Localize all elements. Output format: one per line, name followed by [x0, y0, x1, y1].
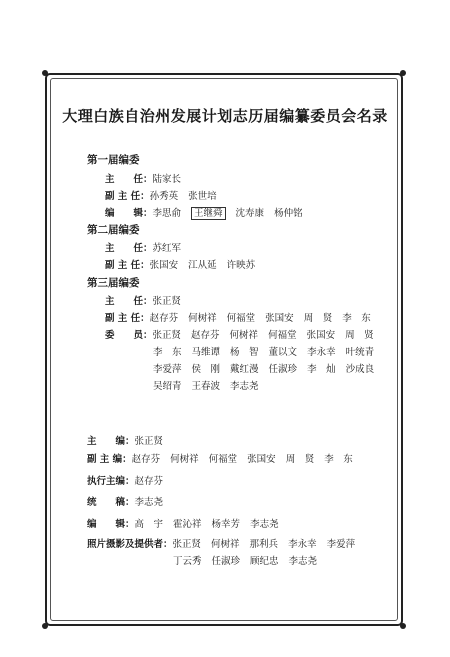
person-name: 丁云秀 [173, 556, 202, 567]
person-name: 李爱萍 [326, 539, 356, 550]
person-name: 张国安 [247, 454, 276, 465]
person-name: 李志尧 [288, 556, 318, 567]
person-name: 李志尧 [230, 381, 259, 392]
label: 统 稿： [87, 497, 135, 508]
session1-deputy-row [105, 188, 227, 202]
label: 副 主 任： [105, 260, 150, 271]
person-name: 赵存芬 [149, 313, 179, 324]
person-name: 孙秀英 [149, 191, 179, 202]
person-name: 李志尧 [250, 519, 279, 530]
person-name: 高 宇 [134, 519, 164, 530]
section-header-session3: 第三届编委 [87, 277, 140, 289]
label: 编 辑： [87, 519, 135, 530]
person-name: 周 贤 [345, 330, 374, 341]
person-name: 吴绍青 [153, 381, 182, 392]
label: 主 编： [87, 436, 135, 447]
chief-editor-row [87, 433, 163, 447]
person-name: 苏红军 [152, 243, 182, 254]
deputy-chief-editor-row [87, 451, 363, 465]
person-name: 何树祥 [188, 313, 217, 324]
person-name: 何树祥 [229, 330, 259, 341]
final-draft-row [87, 494, 163, 508]
photo-credits-row [87, 536, 365, 550]
executive-editor-row [87, 473, 163, 487]
session1-director-row [105, 171, 181, 185]
person-name: 那利兵 [249, 539, 279, 550]
person-name: 何福堂 [268, 330, 297, 341]
session2-deputy-row [105, 257, 265, 271]
session3-deputy-row [105, 310, 381, 324]
session3-member-row [105, 327, 384, 341]
person-name: 张国安 [306, 330, 336, 341]
label: 副 主 任： [105, 313, 150, 324]
session2-director-row [105, 240, 181, 254]
person-name: 顾纪忠 [250, 556, 279, 567]
corner-ornament-bottom-right [400, 623, 406, 629]
corner-ornament-top-right [400, 70, 406, 76]
person-name: 任淑珍 [268, 364, 298, 375]
person-name: 李 东 [153, 347, 182, 358]
session3-member-row [153, 361, 384, 375]
person-name: 侯 刚 [191, 364, 221, 375]
person-name: 杨幸芳 [211, 519, 241, 530]
label: 副 主 编： [87, 454, 132, 465]
person-name: 何福堂 [208, 454, 238, 465]
label: 编 辑： [105, 208, 153, 219]
page-title: 大理白族自治州发展计划志历届编纂委员会名录 [62, 107, 388, 125]
person-name: 霍沁祥 [173, 519, 202, 530]
person-name: 沈寿康 [235, 208, 265, 219]
person-name-boxed: 王继舜 [191, 207, 226, 220]
session3-member-row [153, 344, 384, 358]
label: 照片摄影及提供者： [87, 539, 173, 550]
person-name: 张正贤 [134, 436, 164, 447]
section-header-session1: 第一届编委 [87, 154, 140, 166]
person-name: 张正贤 [152, 330, 182, 341]
photo-credits-row [173, 553, 327, 567]
person-name: 李思俞 [152, 208, 182, 219]
person-name: 李永幸 [288, 539, 317, 550]
label: 主 任： [105, 174, 153, 185]
session3-director-row [105, 293, 181, 307]
section-header-session2: 第二届编委 [87, 224, 140, 236]
person-name: 王春波 [191, 381, 221, 392]
corner-ornament-top-left [42, 70, 48, 76]
editors-row [87, 516, 289, 530]
person-name: 赵存芬 [191, 330, 220, 341]
person-name: 李志尧 [134, 497, 164, 508]
person-name: 李 东 [342, 313, 371, 324]
person-name: 杨 智 [230, 347, 259, 358]
person-name: 李爱萍 [153, 364, 182, 375]
person-name: 何树祥 [211, 539, 240, 550]
person-name: 许映苏 [226, 260, 256, 271]
person-name: 叶统青 [345, 347, 375, 358]
person-name: 何树祥 [170, 454, 199, 465]
person-name: 李永幸 [307, 347, 336, 358]
person-name: 赵存芬 [134, 476, 164, 487]
person-name: 李 东 [324, 454, 353, 465]
label: 主 任： [105, 243, 153, 254]
label: 主 任： [105, 296, 153, 307]
person-name: 杨仲铭 [274, 208, 303, 219]
person-name: 任淑珍 [211, 556, 241, 567]
session1-editor-row [105, 205, 313, 219]
label: 副 主 任： [105, 191, 150, 202]
person-name: 李 灿 [307, 364, 336, 375]
person-name: 周 贤 [285, 454, 315, 465]
person-name: 陆家长 [152, 174, 182, 185]
person-name: 周 贤 [303, 313, 333, 324]
corner-ornament-bottom-left [42, 623, 48, 629]
person-name: 戴红漫 [230, 364, 259, 375]
session3-member-row [153, 378, 269, 392]
person-name: 何福堂 [226, 313, 256, 324]
label: 委 员： [105, 330, 153, 341]
person-name: 赵存芬 [131, 454, 161, 465]
person-name: 张国安 [265, 313, 294, 324]
person-name: 沙成良 [345, 364, 375, 375]
person-name: 张国安 [149, 260, 179, 271]
person-name: 董以文 [268, 347, 298, 358]
label: 执行主编： [87, 476, 135, 487]
person-name: 张正贤 [152, 296, 182, 307]
person-name: 张正贤 [172, 539, 202, 550]
person-name: 张世培 [188, 191, 217, 202]
person-name: 马维谭 [191, 347, 221, 358]
person-name: 江从延 [188, 260, 217, 271]
